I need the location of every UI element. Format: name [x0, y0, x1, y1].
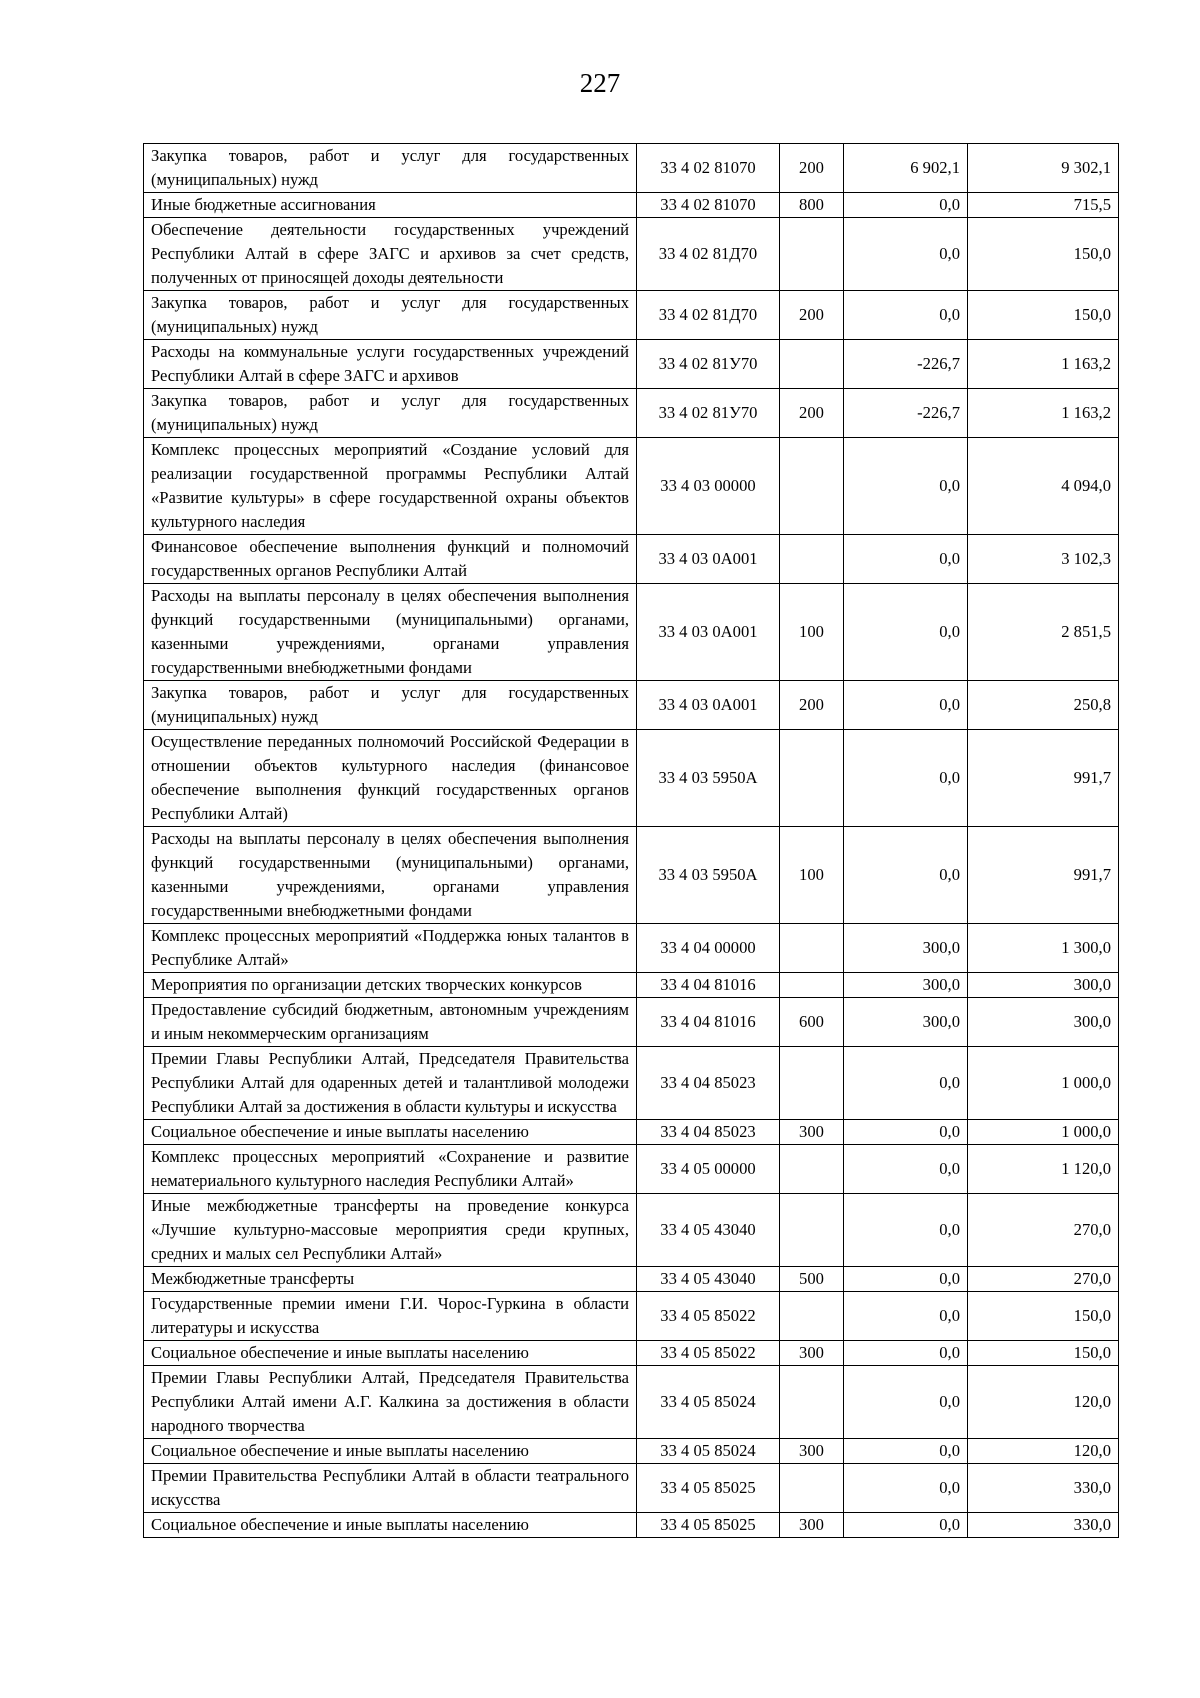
amount-change-cell: 300,0 — [844, 998, 968, 1047]
amount-total-cell: 1 300,0 — [968, 924, 1119, 973]
expense-name-cell: Социальное обеспечение и иные выплаты населению — [144, 1513, 637, 1538]
table-row — [144, 389, 1119, 438]
amount-change-cell: 0,0 — [844, 1120, 968, 1145]
target-code-cell: 33 4 04 00000 — [637, 924, 780, 973]
amount-total-cell: 330,0 — [968, 1464, 1119, 1513]
target-code-cell: 33 4 02 81У70 — [637, 340, 780, 389]
amount-total-cell: 1 120,0 — [968, 1145, 1119, 1194]
table-row — [144, 144, 1119, 193]
amount-change-cell: 0,0 — [844, 681, 968, 730]
expense-type-cell — [780, 1194, 844, 1267]
target-code-cell: 33 4 02 81Д70 — [637, 218, 780, 291]
table-row — [144, 1194, 1119, 1267]
expense-name-cell: Премии Главы Республики Алтай, Председателя Правительства Республики Алтай для одаренных детей и талантливой молодежи Республики Алтай за достижения в области культуры и искусства — [144, 1047, 637, 1120]
expense-name-cell: Расходы на выплаты персоналу в целях обеспечения выполнения функций государственными (муниципальными) органами, казенными учреждениями, органами управления государственными внебюджетными фондами — [144, 827, 637, 924]
table-row — [144, 1439, 1119, 1464]
amount-total-cell: 1 163,2 — [968, 340, 1119, 389]
expense-name-cell: Премии Главы Республики Алтай, Председателя Правительства Республики Алтай имени А.Г. Калкина за достижения в области народного творчества — [144, 1366, 637, 1439]
amount-total-cell: 1 000,0 — [968, 1120, 1119, 1145]
target-code-cell: 33 4 04 85023 — [637, 1047, 780, 1120]
amount-change-cell: 0,0 — [844, 827, 968, 924]
expense-type-cell: 300 — [780, 1341, 844, 1366]
amount-total-cell: 991,7 — [968, 730, 1119, 827]
expense-type-cell — [780, 535, 844, 584]
table-row — [144, 1145, 1119, 1194]
amount-change-cell: 0,0 — [844, 1267, 968, 1292]
target-code-cell: 33 4 04 81016 — [637, 998, 780, 1047]
amount-total-cell: 9 302,1 — [968, 144, 1119, 193]
amount-change-cell: 0,0 — [844, 730, 968, 827]
table-row — [144, 1341, 1119, 1366]
amount-total-cell: 150,0 — [968, 218, 1119, 291]
expense-type-cell — [780, 1292, 844, 1341]
table-row — [144, 1464, 1119, 1513]
table-row — [144, 924, 1119, 973]
table-row — [144, 1366, 1119, 1439]
expense-type-cell — [780, 340, 844, 389]
expense-name-cell: Межбюджетные трансферты — [144, 1267, 637, 1292]
amount-change-cell: 0,0 — [844, 584, 968, 681]
expense-type-cell — [780, 1366, 844, 1439]
expense-name-cell: Социальное обеспечение и иные выплаты населению — [144, 1439, 637, 1464]
expense-name-cell: Закупка товаров, работ и услуг для государственных (муниципальных) нужд — [144, 389, 637, 438]
table-row — [144, 973, 1119, 998]
target-code-cell: 33 4 04 85023 — [637, 1120, 780, 1145]
amount-total-cell: 4 094,0 — [968, 438, 1119, 535]
target-code-cell: 33 4 05 85024 — [637, 1366, 780, 1439]
expense-name-cell: Финансовое обеспечение выполнения функций и полномочий государственных органов Республики Алтай — [144, 535, 637, 584]
amount-total-cell: 715,5 — [968, 193, 1119, 218]
target-code-cell: 33 4 02 81070 — [637, 193, 780, 218]
amount-change-cell: 0,0 — [844, 1145, 968, 1194]
table-row — [144, 1292, 1119, 1341]
expense-type-cell: 300 — [780, 1513, 844, 1538]
expense-type-cell — [780, 1145, 844, 1194]
amount-change-cell: 0,0 — [844, 1047, 968, 1120]
expense-name-cell: Социальное обеспечение и иные выплаты населению — [144, 1341, 637, 1366]
table-row — [144, 998, 1119, 1047]
expense-type-cell: 200 — [780, 681, 844, 730]
target-code-cell: 33 4 02 81Д70 — [637, 291, 780, 340]
amount-total-cell: 150,0 — [968, 1292, 1119, 1341]
expense-type-cell: 200 — [780, 144, 844, 193]
expense-name-cell: Осуществление переданных полномочий Российской Федерации в отношении объектов культурного наследия (финансовое обеспечение выполнения функций государственных органов Республики Алтай) — [144, 730, 637, 827]
amount-change-cell: 6 902,1 — [844, 144, 968, 193]
target-code-cell: 33 4 05 85025 — [637, 1513, 780, 1538]
amount-total-cell: 991,7 — [968, 827, 1119, 924]
expense-name-cell: Комплекс процессных мероприятий «Создание условий для реализации государственной программы Республики Алтай «Развитие культуры» в сфере государственной охраны объектов культурного наследия — [144, 438, 637, 535]
expense-name-cell: Государственные премии имени Г.И. Чорос-Гуркина в области литературы и искусства — [144, 1292, 637, 1341]
expense-type-cell: 500 — [780, 1267, 844, 1292]
table-row — [144, 1267, 1119, 1292]
table-row — [144, 340, 1119, 389]
expense-type-cell — [780, 973, 844, 998]
expense-name-cell: Мероприятия по организации детских творческих конкурсов — [144, 973, 637, 998]
target-code-cell: 33 4 03 0А001 — [637, 535, 780, 584]
expense-type-cell — [780, 438, 844, 535]
expense-name-cell: Расходы на коммунальные услуги государственных учреждений Республики Алтай в сфере ЗАГС и архивов — [144, 340, 637, 389]
budget-table-body — [144, 144, 1119, 1538]
amount-total-cell: 1 000,0 — [968, 1047, 1119, 1120]
target-code-cell: 33 4 05 85022 — [637, 1292, 780, 1341]
table-row — [144, 291, 1119, 340]
expense-name-cell: Расходы на выплаты персоналу в целях обеспечения выполнения функций государственными (муниципальными) органами, казенными учреждениями, органами управления государственными внебюджетными фондами — [144, 584, 637, 681]
page-number: 227 — [579, 68, 621, 98]
expense-name-cell: Обеспечение деятельности государственных учреждений Республики Алтай в сфере ЗАГС и архивов за счет средств, полученных от приносящей доходы деятельности — [144, 218, 637, 291]
amount-change-cell: 0,0 — [844, 438, 968, 535]
amount-total-cell: 250,8 — [968, 681, 1119, 730]
amount-change-cell: 300,0 — [844, 924, 968, 973]
expense-type-cell: 100 — [780, 584, 844, 681]
amount-total-cell: 300,0 — [968, 998, 1119, 1047]
amount-change-cell: 0,0 — [844, 1292, 968, 1341]
amount-total-cell: 270,0 — [968, 1194, 1119, 1267]
amount-total-cell: 120,0 — [968, 1439, 1119, 1464]
amount-change-cell: 0,0 — [844, 1366, 968, 1439]
table-row — [144, 535, 1119, 584]
amount-change-cell: 0,0 — [844, 1194, 968, 1267]
amount-change-cell: 0,0 — [844, 218, 968, 291]
table-row — [144, 193, 1119, 218]
target-code-cell: 33 4 03 5950А — [637, 730, 780, 827]
target-code-cell: 33 4 05 43040 — [637, 1194, 780, 1267]
expense-type-cell — [780, 1047, 844, 1120]
expense-type-cell — [780, 1464, 844, 1513]
table-row — [144, 1513, 1119, 1538]
table-row — [144, 730, 1119, 827]
target-code-cell: 33 4 03 0А001 — [637, 681, 780, 730]
target-code-cell: 33 4 05 85022 — [637, 1341, 780, 1366]
expense-name-cell: Предоставление субсидий бюджетным, автономным учреждениям и иным некоммерческим организациям — [144, 998, 637, 1047]
expense-type-cell: 200 — [780, 291, 844, 340]
amount-total-cell: 1 163,2 — [968, 389, 1119, 438]
amount-change-cell: 0,0 — [844, 193, 968, 218]
amount-change-cell: 0,0 — [844, 535, 968, 584]
target-code-cell: 33 4 05 85024 — [637, 1439, 780, 1464]
amount-total-cell: 120,0 — [968, 1366, 1119, 1439]
target-code-cell: 33 4 03 00000 — [637, 438, 780, 535]
amount-change-cell: -226,7 — [844, 389, 968, 438]
expense-type-cell — [780, 218, 844, 291]
amount-change-cell: 0,0 — [844, 1464, 968, 1513]
table-row — [144, 681, 1119, 730]
table-row — [144, 827, 1119, 924]
amount-total-cell: 3 102,3 — [968, 535, 1119, 584]
expense-type-cell: 100 — [780, 827, 844, 924]
expense-type-cell: 300 — [780, 1439, 844, 1464]
amount-change-cell: 0,0 — [844, 1513, 968, 1538]
expense-type-cell: 800 — [780, 193, 844, 218]
expense-type-cell: 300 — [780, 1120, 844, 1145]
amount-change-cell: 0,0 — [844, 291, 968, 340]
table-row — [144, 584, 1119, 681]
expense-name-cell: Иные межбюджетные трансферты на проведение конкурса «Лучшие культурно-массовые мероприятия среди крупных, средних и малых сел Республики Алтай» — [144, 1194, 637, 1267]
target-code-cell: 33 4 03 5950А — [637, 827, 780, 924]
amount-total-cell: 150,0 — [968, 1341, 1119, 1366]
expense-name-cell: Комплекс процессных мероприятий «Поддержка юных талантов в Республике Алтай» — [144, 924, 637, 973]
expense-type-cell — [780, 730, 844, 827]
amount-change-cell: 300,0 — [844, 973, 968, 998]
expense-name-cell: Премии Правительства Республики Алтай в области театрального искусства — [144, 1464, 637, 1513]
expense-type-cell: 200 — [780, 389, 844, 438]
amount-total-cell: 2 851,5 — [968, 584, 1119, 681]
expense-type-cell — [780, 924, 844, 973]
expense-name-cell: Закупка товаров, работ и услуг для государственных (муниципальных) нужд — [144, 144, 637, 193]
amount-total-cell: 330,0 — [968, 1513, 1119, 1538]
expense-name-cell: Закупка товаров, работ и услуг для государственных (муниципальных) нужд — [144, 681, 637, 730]
amount-change-cell: 0,0 — [844, 1439, 968, 1464]
target-code-cell: 33 4 02 81070 — [637, 144, 780, 193]
expense-name-cell: Иные бюджетные ассигнования — [144, 193, 637, 218]
table-row — [144, 1120, 1119, 1145]
amount-total-cell: 300,0 — [968, 973, 1119, 998]
amount-total-cell: 270,0 — [968, 1267, 1119, 1292]
expense-name-cell: Социальное обеспечение и иные выплаты населению — [144, 1120, 637, 1145]
amount-total-cell: 150,0 — [968, 291, 1119, 340]
table-row — [144, 438, 1119, 535]
expense-name-cell: Закупка товаров, работ и услуг для государственных (муниципальных) нужд — [144, 291, 637, 340]
expense-name-cell: Комплекс процессных мероприятий «Сохранение и развитие нематериального культурного наследия Республики Алтай» — [144, 1145, 637, 1194]
expense-type-cell: 600 — [780, 998, 844, 1047]
amount-change-cell: 0,0 — [844, 1341, 968, 1366]
table-row — [144, 1047, 1119, 1120]
target-code-cell: 33 4 02 81У70 — [637, 389, 780, 438]
target-code-cell: 33 4 04 81016 — [637, 973, 780, 998]
target-code-cell: 33 4 05 43040 — [637, 1267, 780, 1292]
target-code-cell: 33 4 05 85025 — [637, 1464, 780, 1513]
target-code-cell: 33 4 05 00000 — [637, 1145, 780, 1194]
target-code-cell: 33 4 03 0А001 — [637, 584, 780, 681]
budget-table — [143, 143, 1119, 1538]
table-row — [144, 218, 1119, 291]
amount-change-cell: -226,7 — [844, 340, 968, 389]
